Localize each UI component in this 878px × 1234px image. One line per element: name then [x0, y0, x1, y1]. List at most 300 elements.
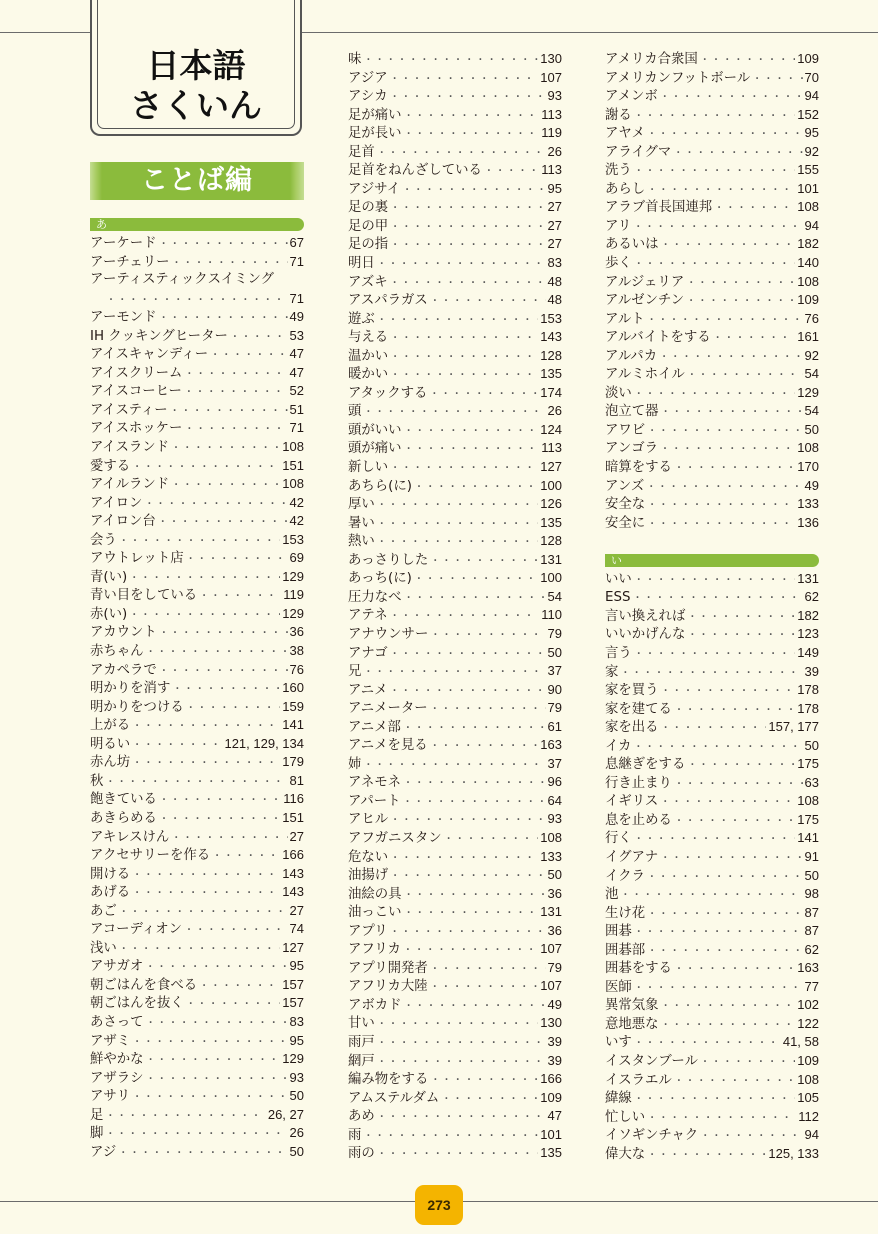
index-term: 頭 [348, 404, 362, 420]
index-term: イクラ [605, 868, 645, 884]
index-term: 足の指 [348, 237, 389, 253]
index-entry [90, 753, 304, 772]
index-entry [605, 161, 819, 180]
leader-dots [145, 959, 287, 978]
index-term: 頭がいい [348, 422, 402, 438]
index-entry [605, 50, 819, 69]
index-term: 熱い [348, 534, 375, 550]
index-term: 青(い) [90, 569, 128, 585]
index-entry [605, 1071, 819, 1090]
page-ref: 157 [282, 995, 304, 1011]
index-term: 足首 [348, 144, 375, 160]
page-ref: 87 [804, 923, 819, 939]
index-term: アクセサリーを作る [90, 848, 211, 864]
index-term: イグアナ [605, 849, 659, 865]
page-ref: 107 [540, 69, 562, 85]
index-entry [605, 310, 819, 329]
page-ref: 108 [797, 1071, 819, 1087]
index-term: 開ける [90, 866, 131, 882]
page-ref: 122 [797, 1015, 819, 1031]
page-ref: 102 [797, 997, 819, 1013]
index-entry [90, 1032, 304, 1051]
index-term: 足 [90, 1107, 104, 1123]
index-term: アシカ [348, 89, 388, 105]
page-ref: 26 [547, 403, 562, 419]
index-entry [348, 180, 562, 199]
index-term: アズキ [348, 274, 388, 290]
index-entry [605, 439, 819, 458]
index-term: 明日 [348, 256, 375, 272]
index-term: アニメ [348, 682, 388, 698]
leader-dots [159, 811, 280, 830]
page-ref: 90 [547, 681, 562, 697]
page-ref: 108 [282, 439, 304, 455]
page-number-tab [415, 1185, 463, 1225]
page-ref: 67 [289, 235, 304, 250]
leader-dots [199, 978, 280, 997]
leader-dots [377, 1109, 546, 1128]
page-ref: 125, 133 [768, 1145, 819, 1161]
leader-dots [129, 570, 280, 589]
index-entry [605, 774, 819, 793]
leader-dots [199, 588, 281, 607]
index-term: あっさりした [348, 552, 429, 568]
leader-dots [714, 200, 795, 219]
index-term: アリ [605, 218, 632, 234]
index-term: 暖かい [348, 367, 389, 383]
page-ref: 133 [540, 848, 562, 864]
index-term: 油揚げ [348, 868, 389, 884]
index-term: IH クッキングヒーター [90, 328, 228, 344]
leader-dots [404, 126, 540, 145]
index-term: アイスティー [90, 402, 168, 418]
page-ref: 27 [289, 902, 304, 918]
leader-dots [484, 163, 539, 182]
index-entry [605, 124, 819, 143]
index-term: アニメを見る [348, 738, 428, 754]
page-ref: 178 [797, 700, 819, 716]
index-entry [348, 588, 562, 607]
page-ref: 161 [797, 329, 819, 345]
index-entry [348, 87, 562, 106]
index-term: 秋 [90, 773, 104, 789]
index-entry [348, 217, 562, 236]
index-term: 味 [348, 52, 362, 67]
index-entry [90, 1050, 304, 1069]
leader-dots [633, 219, 802, 238]
index-entry [348, 50, 562, 69]
index-term: イスタンブール [605, 1053, 698, 1069]
index-entry [348, 606, 562, 625]
page-ref: 116 [283, 791, 304, 807]
page-ref: 153 [540, 310, 562, 326]
leader-dots [186, 996, 281, 1015]
leader-dots [390, 89, 546, 108]
index-entry [90, 586, 304, 605]
index-term: アニメーター [348, 701, 428, 717]
index-entry [348, 1052, 562, 1071]
leader-dots [390, 812, 545, 831]
leader-dots [230, 329, 288, 348]
leader-dots [105, 1108, 265, 1127]
leader-dots [404, 108, 540, 127]
index-term: ESS [605, 590, 631, 606]
index-entry [605, 959, 819, 978]
index-entry [605, 885, 819, 904]
index-entry [348, 829, 562, 848]
index-term: アジア [348, 70, 388, 86]
page-ref: 91 [804, 848, 819, 864]
index-term: アイスランド [90, 440, 170, 456]
index-entry [605, 792, 819, 811]
index-entry [605, 644, 819, 663]
leader-dots [119, 904, 288, 923]
page-ref: 49 [547, 996, 562, 1012]
index-entry [348, 124, 562, 143]
index-term: 淡い [605, 385, 632, 401]
index-entry [348, 106, 562, 125]
index-term: 明かりをつける [90, 699, 184, 715]
index-entry [348, 959, 562, 978]
page-ref: 152 [797, 106, 819, 122]
index-term: 謝る [605, 107, 632, 123]
page-ref: 128 [540, 533, 562, 549]
leader-dots [105, 774, 287, 793]
leader-dots [660, 89, 803, 108]
leader-dots [634, 256, 796, 275]
leader-dots [634, 386, 796, 405]
index-entry [90, 290, 304, 309]
page-ref: 53 [289, 327, 304, 343]
page-ref: 128 [540, 347, 562, 363]
leader-dots [633, 739, 802, 758]
leader-dots [700, 52, 796, 71]
index-term: アルバイトをする [605, 330, 711, 346]
page-ref: 157 [282, 976, 304, 992]
page-ref: 113 [541, 162, 562, 178]
index-entry [605, 477, 819, 496]
page-ref: 95 [804, 125, 819, 141]
index-entry [348, 1070, 562, 1089]
page-ref: 141 [797, 830, 819, 846]
page-ref: 108 [540, 829, 562, 845]
page-ref: 50 [547, 867, 562, 883]
index-term: 異常気象 [605, 998, 659, 1014]
page-ref: 70 [804, 69, 819, 85]
page-ref: 95 [289, 1032, 304, 1048]
index-entry [605, 681, 819, 700]
index-entry [90, 716, 304, 735]
leader-dots [430, 961, 546, 980]
leader-dots [363, 664, 545, 683]
page-ref: 51 [289, 401, 304, 417]
index-entry [348, 662, 562, 681]
page-ref: 95 [547, 180, 562, 196]
index-entry [348, 903, 562, 922]
index-term: アフリカ [348, 942, 401, 958]
index-entry [90, 1087, 304, 1106]
page-ref: 124 [540, 421, 562, 437]
page-ref: 121, 129, 134 [224, 735, 304, 751]
page-ref: 135 [540, 366, 562, 382]
index-term: 足の甲 [348, 218, 389, 234]
title-line-1: 日本語 [146, 46, 246, 85]
index-term: 油っこい [348, 905, 402, 921]
index-entry [90, 345, 304, 364]
index-term: 編み物をする [348, 1072, 429, 1088]
page-ref: 36 [547, 885, 562, 901]
index-entry [348, 810, 562, 829]
page-ref: 160 [282, 680, 304, 696]
index-term: 家を出る [605, 720, 659, 736]
leader-dots [686, 293, 795, 312]
index-entry [90, 976, 304, 995]
index-entry [605, 514, 819, 533]
index-entry [348, 495, 562, 514]
index-term: 与える [348, 330, 389, 346]
index-entry [605, 811, 819, 830]
index-entry [90, 438, 304, 457]
index-term: アルジェリア [605, 274, 685, 290]
index-entry [605, 1108, 819, 1127]
page-ref: 140 [797, 255, 819, 271]
index-term: 愛する [90, 458, 131, 474]
page-ref: 131 [540, 904, 562, 920]
index-entry [90, 809, 304, 828]
leader-dots [105, 1126, 287, 1145]
page-ref: 143 [282, 865, 304, 881]
leader-dots [659, 349, 802, 368]
leader-dots [404, 441, 540, 460]
page-ref: 113 [541, 106, 562, 122]
index-entry [605, 365, 819, 384]
leader-dots [390, 275, 546, 294]
leader-dots [647, 869, 803, 888]
index-entry [605, 495, 819, 514]
page-ref: 174 [540, 384, 562, 400]
leader-dots [184, 366, 287, 385]
index-entry [605, 198, 819, 217]
leader-dots [377, 1035, 546, 1054]
page-ref: 47 [289, 346, 304, 362]
index-entry [605, 106, 819, 125]
page-ref: 64 [547, 792, 562, 808]
index-entry [348, 681, 562, 700]
leader-dots [159, 625, 288, 644]
index-term: イギリス [605, 794, 659, 810]
page-ref: 42 [289, 513, 304, 529]
index-entry [348, 551, 562, 570]
index-entry [348, 977, 562, 996]
index-term: アイスホッケー [90, 421, 183, 437]
page-ref: 50 [804, 421, 819, 437]
index-term: 明かりを消す [90, 681, 171, 697]
page-ref: 42 [289, 494, 304, 510]
page-ref: 54 [804, 403, 819, 419]
index-entry [348, 273, 562, 292]
index-term: 上がる [90, 718, 131, 734]
page-ref: 129 [282, 605, 304, 621]
page-ref: 50 [547, 644, 562, 660]
leader-dots [647, 1147, 766, 1166]
page-ref: 108 [797, 199, 819, 215]
leader-dots [674, 961, 795, 980]
index-term: アプリ開発者 [348, 960, 428, 976]
page-ref: 110 [541, 607, 562, 623]
leader-dots [430, 701, 546, 720]
page-ref: 71 [289, 290, 304, 306]
index-entry [605, 570, 819, 589]
index-term: 暑い [348, 515, 375, 531]
page-ref: 163 [540, 737, 562, 753]
leader-dots [377, 534, 539, 553]
index-column-2 [348, 50, 562, 1163]
page-number: 273 [427, 1197, 451, 1213]
index-term: 医師 [605, 979, 632, 995]
index-term: アメリカ合衆国 [605, 52, 698, 67]
leader-dots [634, 980, 803, 999]
page-ref: 141 [282, 717, 304, 733]
page-ref: 71 [289, 420, 304, 436]
index-term: アイロン [90, 495, 143, 511]
page-ref: 50 [804, 867, 819, 883]
page-ref: 108 [797, 440, 819, 456]
leader-dots [430, 553, 538, 572]
index-term: アカウント [90, 625, 157, 641]
page-ref: 54 [804, 366, 819, 382]
page-ref: 98 [804, 886, 819, 902]
index-entry [90, 271, 304, 290]
leader-dots [146, 1071, 288, 1090]
leader-dots [661, 404, 803, 423]
index-entry [90, 1106, 304, 1125]
page-ref: 182 [797, 236, 819, 252]
page-ref: 175 [797, 811, 819, 827]
leader-dots [390, 850, 538, 869]
page-ref: 26 [289, 1125, 304, 1141]
index-term: 洗う [605, 163, 632, 179]
index-title-box [90, 0, 302, 136]
leader-dots [159, 310, 288, 329]
index-term: アジ [90, 1144, 117, 1160]
leader-dots [171, 440, 280, 459]
index-entry [90, 253, 304, 272]
index-entry [605, 1033, 819, 1052]
index-term: アーモンド [90, 310, 157, 326]
index-term: アニメ部 [348, 719, 401, 735]
leader-dots [660, 441, 795, 460]
leader-dots [132, 885, 280, 904]
index-term: アメリカンフットボール [605, 70, 751, 86]
leader-dots [647, 423, 802, 442]
index-entry [605, 718, 819, 737]
leader-dots [146, 1052, 281, 1071]
leader-dots [132, 755, 280, 774]
leader-dots [158, 514, 288, 533]
index-term: 偉大な [605, 1146, 646, 1162]
leader-dots [390, 349, 538, 368]
index-entry [605, 384, 819, 403]
page-ref: 157, 177 [768, 719, 819, 735]
index-entry [348, 736, 562, 755]
index-entry [605, 700, 819, 719]
index-term: 厚い [348, 497, 375, 513]
index-entry [348, 940, 562, 959]
index-entry [90, 457, 304, 476]
index-term: アメンボ [605, 89, 658, 105]
page-ref: 36 [547, 922, 562, 938]
index-entry [348, 310, 562, 329]
leader-dots [170, 403, 288, 422]
index-entry [605, 402, 819, 421]
page-ref: 36 [289, 624, 304, 640]
index-entry [90, 475, 304, 494]
index-term: 遊ぶ [348, 311, 375, 327]
index-entry [90, 568, 304, 587]
page-ref: 61 [547, 718, 562, 734]
leader-dots [687, 627, 795, 646]
index-entry [348, 885, 562, 904]
page-ref: 109 [797, 1052, 819, 1068]
leader-dots [444, 831, 539, 850]
index-term: アザラシ [90, 1070, 144, 1086]
index-entry [605, 588, 819, 607]
index-entry [348, 143, 562, 162]
page-ref: 112 [798, 1108, 819, 1124]
leader-dots [390, 237, 545, 256]
index-term: イカ [605, 738, 632, 754]
page-ref: 38 [289, 643, 304, 659]
index-term: 温かい [348, 348, 389, 364]
leader-dots [390, 683, 546, 702]
leader-dots [159, 663, 288, 682]
leader-dots [403, 794, 546, 813]
index-entry [348, 644, 562, 663]
index-column-3 [605, 50, 819, 1163]
index-entry [605, 235, 819, 254]
leader-dots [377, 1016, 539, 1035]
page-ref: 94 [804, 1127, 819, 1143]
index-term: 姉 [348, 756, 362, 772]
index-term: アイスキャンディー [90, 347, 209, 363]
leader-dots [390, 924, 546, 943]
index-term: アキレスけん [90, 829, 170, 845]
index-term: 雨 [348, 1127, 362, 1143]
leader-dots [429, 386, 538, 405]
page-ref: 136 [797, 514, 819, 530]
index-entry [90, 698, 304, 717]
page-ref: 127 [540, 459, 562, 475]
index-entry [348, 198, 562, 217]
leader-dots [146, 644, 288, 663]
index-term: 忙しい [605, 1109, 646, 1125]
index-entry [605, 848, 819, 867]
page-ref: 95 [289, 958, 304, 974]
index-entry [605, 217, 819, 236]
page-ref: 131 [797, 570, 819, 586]
page-ref: 27 [547, 217, 562, 233]
leader-dots [430, 1072, 538, 1091]
page-ref: 178 [797, 682, 819, 698]
index-term: 行く [605, 831, 632, 847]
leader-dots [660, 794, 795, 813]
leader-dots [390, 200, 545, 219]
index-term: 雨の [348, 1146, 375, 1162]
page-ref: 49 [804, 477, 819, 493]
leader-dots [184, 421, 287, 440]
leader-dots [647, 516, 795, 535]
page-ref: 143 [540, 329, 562, 345]
